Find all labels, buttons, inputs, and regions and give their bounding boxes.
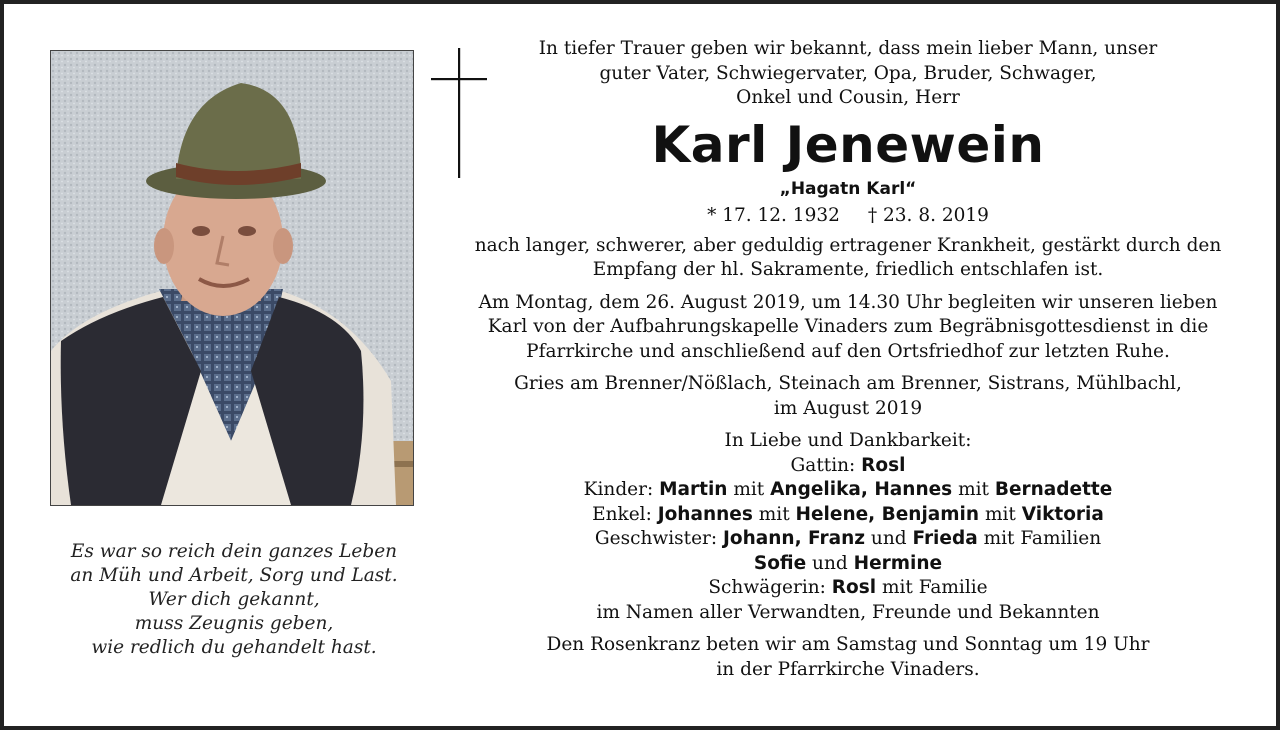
- rosary-line: Den Rosenkranz beten wir am Samstag und Sonntag um 19 Uhr: [546, 634, 1150, 655]
- child-name: Angelika, Hannes: [770, 479, 953, 500]
- obituary-text: [456, 37, 1240, 682]
- illness-paragraph: [456, 234, 1240, 283]
- rosary-paragraph: [456, 633, 1240, 682]
- grandchild-name: Viktoria: [1021, 503, 1104, 525]
- sister-in-law-label: Schwägerin:: [708, 577, 832, 598]
- nickname: „Hagatn Karl“: [779, 178, 917, 199]
- sibling-name: Johann, Franz: [722, 528, 866, 549]
- funeral-line: Pfarrkirche und anschließend auf den Ortsfriedhof zur letzten Ruhe.: [526, 340, 1170, 362]
- birth-date: * 17. 12. 1932: [707, 204, 840, 226]
- family-list: [456, 429, 1240, 625]
- family-sister-in-law: [456, 576, 1240, 601]
- funeral-line: Karl von der Aufbahrungskapelle Vinaders zum Begräbnisgottesdienst in die: [487, 316, 1209, 337]
- poem-line: wie redlich du gehandelt hast.: [91, 637, 377, 658]
- sibling-name: Hermine: [853, 552, 943, 574]
- life-dates: [456, 202, 1240, 230]
- children-label: Kinder:: [583, 479, 660, 500]
- grandchildren-label: Enkel:: [592, 503, 658, 525]
- funeral-line: Am Montag, dem 26. August 2019, um 14.30 Uhr begleiten wir unseren lieben: [478, 291, 1218, 313]
- family-siblings: [456, 527, 1240, 552]
- spouse-name: Rosl: [861, 454, 906, 476]
- siblings-label: Geschwister:: [594, 528, 723, 549]
- family-grandchildren: [456, 503, 1240, 528]
- grandchild-name: Johannes: [657, 503, 753, 525]
- poem-line: Wer dich gekannt,: [148, 589, 320, 610]
- deceased-name: Karl Jenewein: [651, 115, 1045, 174]
- conjunction: und: [806, 552, 854, 574]
- conjunction: mit: [952, 479, 995, 500]
- poem-line: Es war so reich dein ganzes Leben: [70, 541, 398, 562]
- poem-line: an Müh und Arbeit, Sorg und Last.: [70, 565, 398, 586]
- illness-line: Empfang der hl. Sakramente, friedlich entschlafen ist.: [592, 259, 1104, 280]
- family-intro: In Liebe und Dankbarkeit:: [724, 430, 972, 451]
- child-name: Martin: [659, 479, 728, 500]
- grandchild-name: Helene, Benjamin: [795, 503, 980, 525]
- spouse-label: Gattin:: [790, 454, 862, 476]
- conjunction: und: [865, 528, 913, 549]
- conjunction: mit: [752, 503, 796, 525]
- sibling-name: Frieda: [912, 528, 978, 549]
- with-families: mit Familien: [977, 528, 1102, 549]
- child-name: Bernadette: [994, 479, 1113, 500]
- conjunction: mit: [727, 479, 771, 500]
- place-line: Gries am Brenner/Nößlach, Steinach am Brenner, Sistrans, Mühlbachl,: [514, 373, 1182, 394]
- family-relatives: im Namen aller Verwandten, Freunde und Bekannten: [596, 601, 1100, 623]
- family-spouse: [456, 454, 1240, 479]
- intro-line: guter Vater, Schwiegervater, Opa, Bruder, Schwager,: [599, 62, 1097, 84]
- place-paragraph: [456, 372, 1240, 421]
- intro-line: Onkel und Cousin, Herr: [736, 87, 960, 108]
- conjunction: mit: [979, 503, 1022, 525]
- rosary-line: in der Pfarrkirche Vinaders.: [716, 658, 980, 680]
- poem: [44, 540, 424, 660]
- poem-line: muss Zeugnis geben,: [134, 613, 334, 634]
- family-siblings-2: [456, 552, 1240, 577]
- place-line: im August 2019: [773, 397, 923, 419]
- portrait-photo: [50, 50, 414, 506]
- intro-line: In tiefer Trauer geben wir bekannt, dass mein lieber Mann, unser: [538, 38, 1158, 59]
- family-children: [456, 478, 1240, 503]
- funeral-paragraph: [456, 291, 1240, 365]
- illness-line: nach langer, schwerer, aber geduldig ertragener Krankheit, gestärkt durch den: [474, 234, 1222, 256]
- sibling-name: Sofie: [753, 552, 807, 574]
- death-date: † 23. 8. 2019: [867, 204, 989, 226]
- with-family: mit Familie: [876, 577, 988, 598]
- sister-in-law-name: Rosl: [831, 577, 877, 598]
